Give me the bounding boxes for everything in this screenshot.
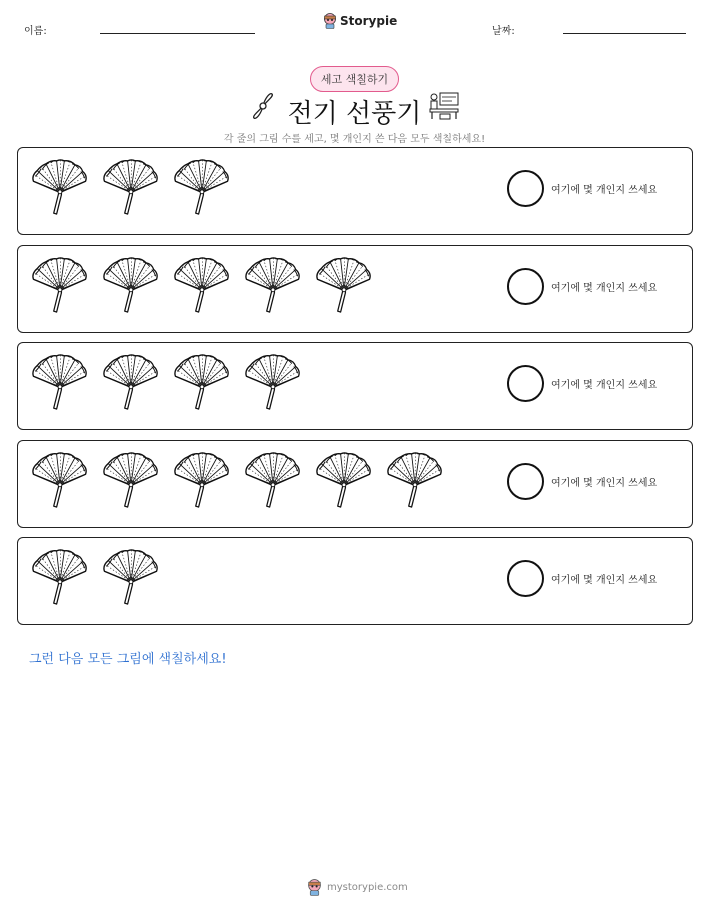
hand-fan-icon[interactable] [30,353,89,411]
fan-group [30,256,373,314]
answer-circle[interactable] [507,463,544,500]
storypie-mascot-icon [307,879,322,896]
hand-fan-icon[interactable] [101,353,160,411]
hand-fan-icon[interactable] [172,353,231,411]
hand-fan-icon[interactable] [30,451,89,509]
classroom-icon [428,91,460,121]
hand-fan-icon[interactable] [101,548,160,606]
hand-fan-icon[interactable] [243,353,302,411]
hand-fan-icon[interactable] [314,451,373,509]
footer [307,879,408,896]
hand-fan-icon[interactable] [243,256,302,314]
name-line[interactable] [100,33,255,34]
fan-group [30,451,444,509]
count-row [17,342,693,430]
answer-circle[interactable] [507,560,544,597]
fan-group [30,548,160,606]
hand-fan-icon[interactable] [30,158,89,216]
instructions: 각 줄의 그림 수를 세고, 몇 개인지 쓴 다음 모두 색칠하세요! [223,134,486,145]
answer-label: 여기에 몇 개인지 쓰세요 [551,380,658,391]
page-title: 전기 선풍기 [287,99,422,129]
answer-circle[interactable] [507,170,544,207]
hand-fan-icon[interactable] [243,451,302,509]
hand-fan-icon[interactable] [314,256,373,314]
count-row [17,537,693,625]
answer-circle[interactable] [507,268,544,305]
date-label: 날짜: [492,26,515,37]
hand-fan-icon[interactable] [101,256,160,314]
brand-name: Storypie [340,14,398,28]
count-row [17,245,693,333]
hand-fan-icon[interactable] [385,451,444,509]
storypie-mascot-icon [323,13,337,29]
hand-fan-icon[interactable] [101,158,160,216]
count-row [17,147,693,235]
answer-circle[interactable] [507,365,544,402]
hand-fan-icon[interactable] [172,158,231,216]
hand-fan-icon[interactable] [172,256,231,314]
answer-label: 여기에 몇 개인지 쓰세요 [551,283,658,294]
fan-group [30,158,231,216]
name-label: 이름: [24,26,47,37]
hand-fan-icon[interactable] [30,548,89,606]
hand-fan-icon[interactable] [101,451,160,509]
coloring-note: 그런 다음 모든 그림에 색칠하세요! [29,652,227,667]
hand-fan-icon[interactable] [30,256,89,314]
footer-site: mystorypie.com [327,882,408,893]
fan-group [30,353,302,411]
count-row [17,440,693,528]
activity-tag: 세고 색칠하기 [310,66,399,92]
hand-fan-icon[interactable] [172,451,231,509]
brand-logo [323,13,397,29]
answer-label: 여기에 몇 개인지 쓰세요 [551,185,658,196]
answer-label: 여기에 몇 개인지 쓰세요 [551,575,658,586]
answer-label: 여기에 몇 개인지 쓰세요 [551,478,658,489]
date-line[interactable] [563,33,686,34]
